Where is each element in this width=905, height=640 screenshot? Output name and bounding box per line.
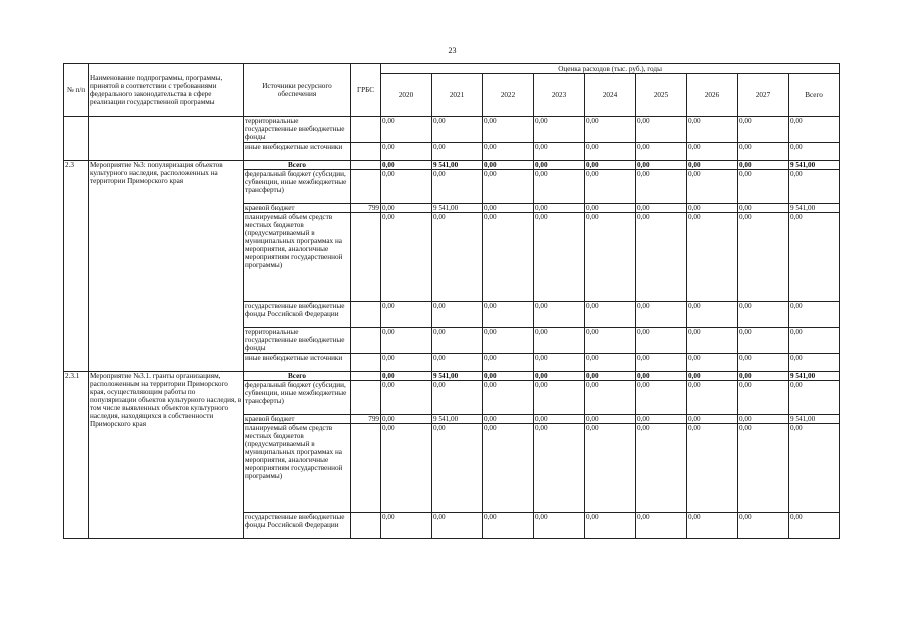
source-cell: территориальные государственные внебюджетные фонды <box>244 328 351 354</box>
value-cell: 0,00 <box>483 302 534 328</box>
table-row <box>64 372 840 381</box>
value-cell: 0,00 <box>738 204 789 213</box>
source-cell: территориальные государственные внебюджетные фонды <box>244 117 351 143</box>
value-cell: 0,00 <box>585 354 636 372</box>
page-number: 23 <box>448 46 457 55</box>
value-cell: 0,00 <box>738 328 789 354</box>
value-cell: 0,00 <box>534 372 585 381</box>
value-cell: 0,00 <box>585 415 636 424</box>
value-cell: 0,00 <box>636 213 687 302</box>
source-cell: планируемый объем средств местных бюджетов (предусматриваемый в муниципальных программах на мероприятия, аналогичные мероприятиям государственной программы) <box>244 424 351 513</box>
value-cell: 0,00 <box>738 170 789 204</box>
value-cell: 0,00 <box>636 117 687 143</box>
header-grbs: ГРБС <box>351 64 381 117</box>
value-cell: 0,00 <box>381 170 432 204</box>
value-cell: 0,00 <box>585 381 636 415</box>
header-no: № п/п <box>64 64 89 117</box>
value-cell: 0,00 <box>534 161 585 170</box>
item-number: 2.3 <box>64 161 89 372</box>
value-cell: 0,00 <box>432 513 483 539</box>
value-cell: 0,00 <box>789 117 840 143</box>
value-cell: 0,00 <box>585 424 636 513</box>
value-cell: 0,00 <box>381 354 432 372</box>
value-cell: 9 541,00 <box>432 161 483 170</box>
value-cell: 0,00 <box>381 143 432 161</box>
value-cell: 0,00 <box>687 213 738 302</box>
header-total: Всего <box>789 74 840 117</box>
value-cell: 0,00 <box>738 381 789 415</box>
item-number: 2.3.1 <box>64 372 89 539</box>
value-cell: 0,00 <box>687 513 738 539</box>
value-cell: 0,00 <box>381 372 432 381</box>
value-cell: 0,00 <box>585 328 636 354</box>
value-cell: 0,00 <box>636 354 687 372</box>
value-cell: 0,00 <box>687 354 738 372</box>
value-cell: 0,00 <box>687 117 738 143</box>
source-cell: Всего <box>244 161 351 170</box>
value-cell: 0,00 <box>534 354 585 372</box>
value-cell: 0,00 <box>483 513 534 539</box>
value-cell: 0,00 <box>636 302 687 328</box>
value-cell: 0,00 <box>483 170 534 204</box>
header-row-1 <box>64 64 840 74</box>
source-cell: государственные внебюджетные фонды Российской Федерации <box>244 513 351 539</box>
value-cell: 0,00 <box>636 513 687 539</box>
value-cell: 0,00 <box>483 424 534 513</box>
value-cell: 0,00 <box>687 161 738 170</box>
value-cell: 0,00 <box>534 415 585 424</box>
value-cell: 0,00 <box>534 424 585 513</box>
header-year: 2020 <box>381 74 432 117</box>
value-cell: 0,00 <box>789 381 840 415</box>
header-name: Наименование подпрограммы, программы, принятой в соответствии с требованиями федерального законодательства в сфере реализации государственной программы <box>89 64 244 117</box>
value-cell: 0,00 <box>483 117 534 143</box>
value-cell: 0,00 <box>381 381 432 415</box>
value-cell: 0,00 <box>432 328 483 354</box>
value-cell: 0,00 <box>432 381 483 415</box>
header-year: 2027 <box>738 74 789 117</box>
value-cell: 0,00 <box>381 302 432 328</box>
value-cell: 9 541,00 <box>789 372 840 381</box>
value-cell: 9 541,00 <box>432 204 483 213</box>
value-cell: 9 541,00 <box>432 372 483 381</box>
source-cell: Всего <box>244 372 351 381</box>
value-cell: 0,00 <box>585 143 636 161</box>
value-cell: 0,00 <box>789 170 840 204</box>
value-cell: 0,00 <box>738 513 789 539</box>
source-cell: краевой бюджет <box>244 415 351 424</box>
value-cell: 9 541,00 <box>432 415 483 424</box>
value-cell: 0,00 <box>738 117 789 143</box>
value-cell: 0,00 <box>585 213 636 302</box>
value-cell: 0,00 <box>381 424 432 513</box>
value-cell: 0,00 <box>585 513 636 539</box>
value-cell: 0,00 <box>483 354 534 372</box>
header-year: 2025 <box>636 74 687 117</box>
value-cell: 0,00 <box>738 161 789 170</box>
value-cell: 0,00 <box>534 204 585 213</box>
value-cell: 0,00 <box>687 204 738 213</box>
source-cell: федеральный бюджет (субсидии, субвенции, иные межбюджетные трансферты) <box>244 381 351 415</box>
value-cell: 0,00 <box>483 161 534 170</box>
source-cell: иные внебюджетные источники <box>244 143 351 161</box>
value-cell: 0,00 <box>687 143 738 161</box>
value-cell: 9 541,00 <box>789 161 840 170</box>
source-cell: краевой бюджет <box>244 204 351 213</box>
value-cell: 0,00 <box>738 424 789 513</box>
table-row <box>64 161 840 170</box>
item-name: Мероприятие №3.1. гранты организациям, расположенным на территории Приморского края, осуществляющим работы по популяризации объектов культурного наследия, в том числе выявленных объектов культурного наследия, находящихся в собственности Приморского края <box>89 372 244 539</box>
value-cell: 0,00 <box>534 513 585 539</box>
value-cell: 0,00 <box>738 372 789 381</box>
value-cell: 0,00 <box>432 424 483 513</box>
value-cell: 0,00 <box>381 204 432 213</box>
source-cell: иные внебюджетные источники <box>244 354 351 372</box>
header-year: 2024 <box>585 74 636 117</box>
value-cell: 0,00 <box>483 143 534 161</box>
source-cell: планируемый объем средств местных бюджетов (предусматриваемый в муниципальных программах на мероприятия, аналогичные мероприятиям государственной программы) <box>244 213 351 302</box>
value-cell: 0,00 <box>534 381 585 415</box>
value-cell: 0,00 <box>789 143 840 161</box>
value-cell: 0,00 <box>789 354 840 372</box>
value-cell: 0,00 <box>738 143 789 161</box>
value-cell: 0,00 <box>483 372 534 381</box>
header-year: 2021 <box>432 74 483 117</box>
value-cell: 0,00 <box>483 381 534 415</box>
value-cell: 0,00 <box>381 328 432 354</box>
value-cell: 0,00 <box>687 170 738 204</box>
value-cell: 9 541,00 <box>789 204 840 213</box>
value-cell: 0,00 <box>789 328 840 354</box>
grbs-cell: 799 <box>351 204 381 213</box>
value-cell: 0,00 <box>789 424 840 513</box>
value-cell: 0,00 <box>585 117 636 143</box>
value-cell: 0,00 <box>687 381 738 415</box>
header-sources: Источники ресурсного обеспечения <box>244 64 351 117</box>
value-cell: 0,00 <box>432 170 483 204</box>
value-cell: 0,00 <box>381 161 432 170</box>
value-cell: 0,00 <box>585 204 636 213</box>
value-cell: 0,00 <box>534 213 585 302</box>
value-cell: 0,00 <box>636 161 687 170</box>
value-cell: 0,00 <box>534 328 585 354</box>
value-cell: 0,00 <box>687 372 738 381</box>
value-cell: 0,00 <box>636 204 687 213</box>
value-cell: 0,00 <box>483 415 534 424</box>
value-cell: 0,00 <box>585 170 636 204</box>
value-cell: 0,00 <box>636 143 687 161</box>
value-cell: 0,00 <box>381 213 432 302</box>
value-cell: 0,00 <box>432 117 483 143</box>
value-cell: 0,00 <box>738 213 789 302</box>
value-cell: 0,00 <box>534 117 585 143</box>
source-cell: государственные внебюджетные фонды Российской Федерации <box>244 302 351 328</box>
value-cell: 0,00 <box>534 143 585 161</box>
header-year: 2026 <box>687 74 738 117</box>
value-cell: 0,00 <box>636 415 687 424</box>
value-cell: 0,00 <box>738 302 789 328</box>
value-cell: 0,00 <box>636 381 687 415</box>
value-cell: 0,00 <box>687 328 738 354</box>
value-cell: 0,00 <box>381 117 432 143</box>
value-cell: 0,00 <box>585 302 636 328</box>
value-cell: 0,00 <box>432 354 483 372</box>
value-cell: 0,00 <box>381 415 432 424</box>
value-cell: 0,00 <box>687 302 738 328</box>
table-row <box>64 117 840 143</box>
source-cell: федеральный бюджет (субсидии, субвенции, иные межбюджетные трансферты) <box>244 170 351 204</box>
value-cell: 0,00 <box>687 415 738 424</box>
value-cell: 9 541,00 <box>789 415 840 424</box>
value-cell: 0,00 <box>432 143 483 161</box>
value-cell: 0,00 <box>687 424 738 513</box>
value-cell: 0,00 <box>534 170 585 204</box>
header-year: 2023 <box>534 74 585 117</box>
value-cell: 0,00 <box>636 424 687 513</box>
value-cell: 0,00 <box>432 302 483 328</box>
value-cell: 0,00 <box>585 372 636 381</box>
value-cell: 0,00 <box>534 302 585 328</box>
value-cell: 0,00 <box>432 213 483 302</box>
expenditure-table <box>63 63 840 539</box>
grbs-cell: 799 <box>351 415 381 424</box>
value-cell: 0,00 <box>789 513 840 539</box>
value-cell: 0,00 <box>636 372 687 381</box>
value-cell: 0,00 <box>585 161 636 170</box>
value-cell: 0,00 <box>789 302 840 328</box>
value-cell: 0,00 <box>789 213 840 302</box>
value-cell: 0,00 <box>483 213 534 302</box>
value-cell: 0,00 <box>483 204 534 213</box>
header-group: Оценка расходов (тыс. руб.), годы <box>381 64 840 74</box>
value-cell: 0,00 <box>636 170 687 204</box>
value-cell: 0,00 <box>738 354 789 372</box>
header-year: 2022 <box>483 74 534 117</box>
value-cell: 0,00 <box>738 415 789 424</box>
value-cell: 0,00 <box>483 328 534 354</box>
value-cell: 0,00 <box>381 513 432 539</box>
value-cell: 0,00 <box>636 328 687 354</box>
item-name: Мероприятие №3: популяризация объектов культурного наследия, расположенных на территории Приморского края <box>89 161 244 372</box>
